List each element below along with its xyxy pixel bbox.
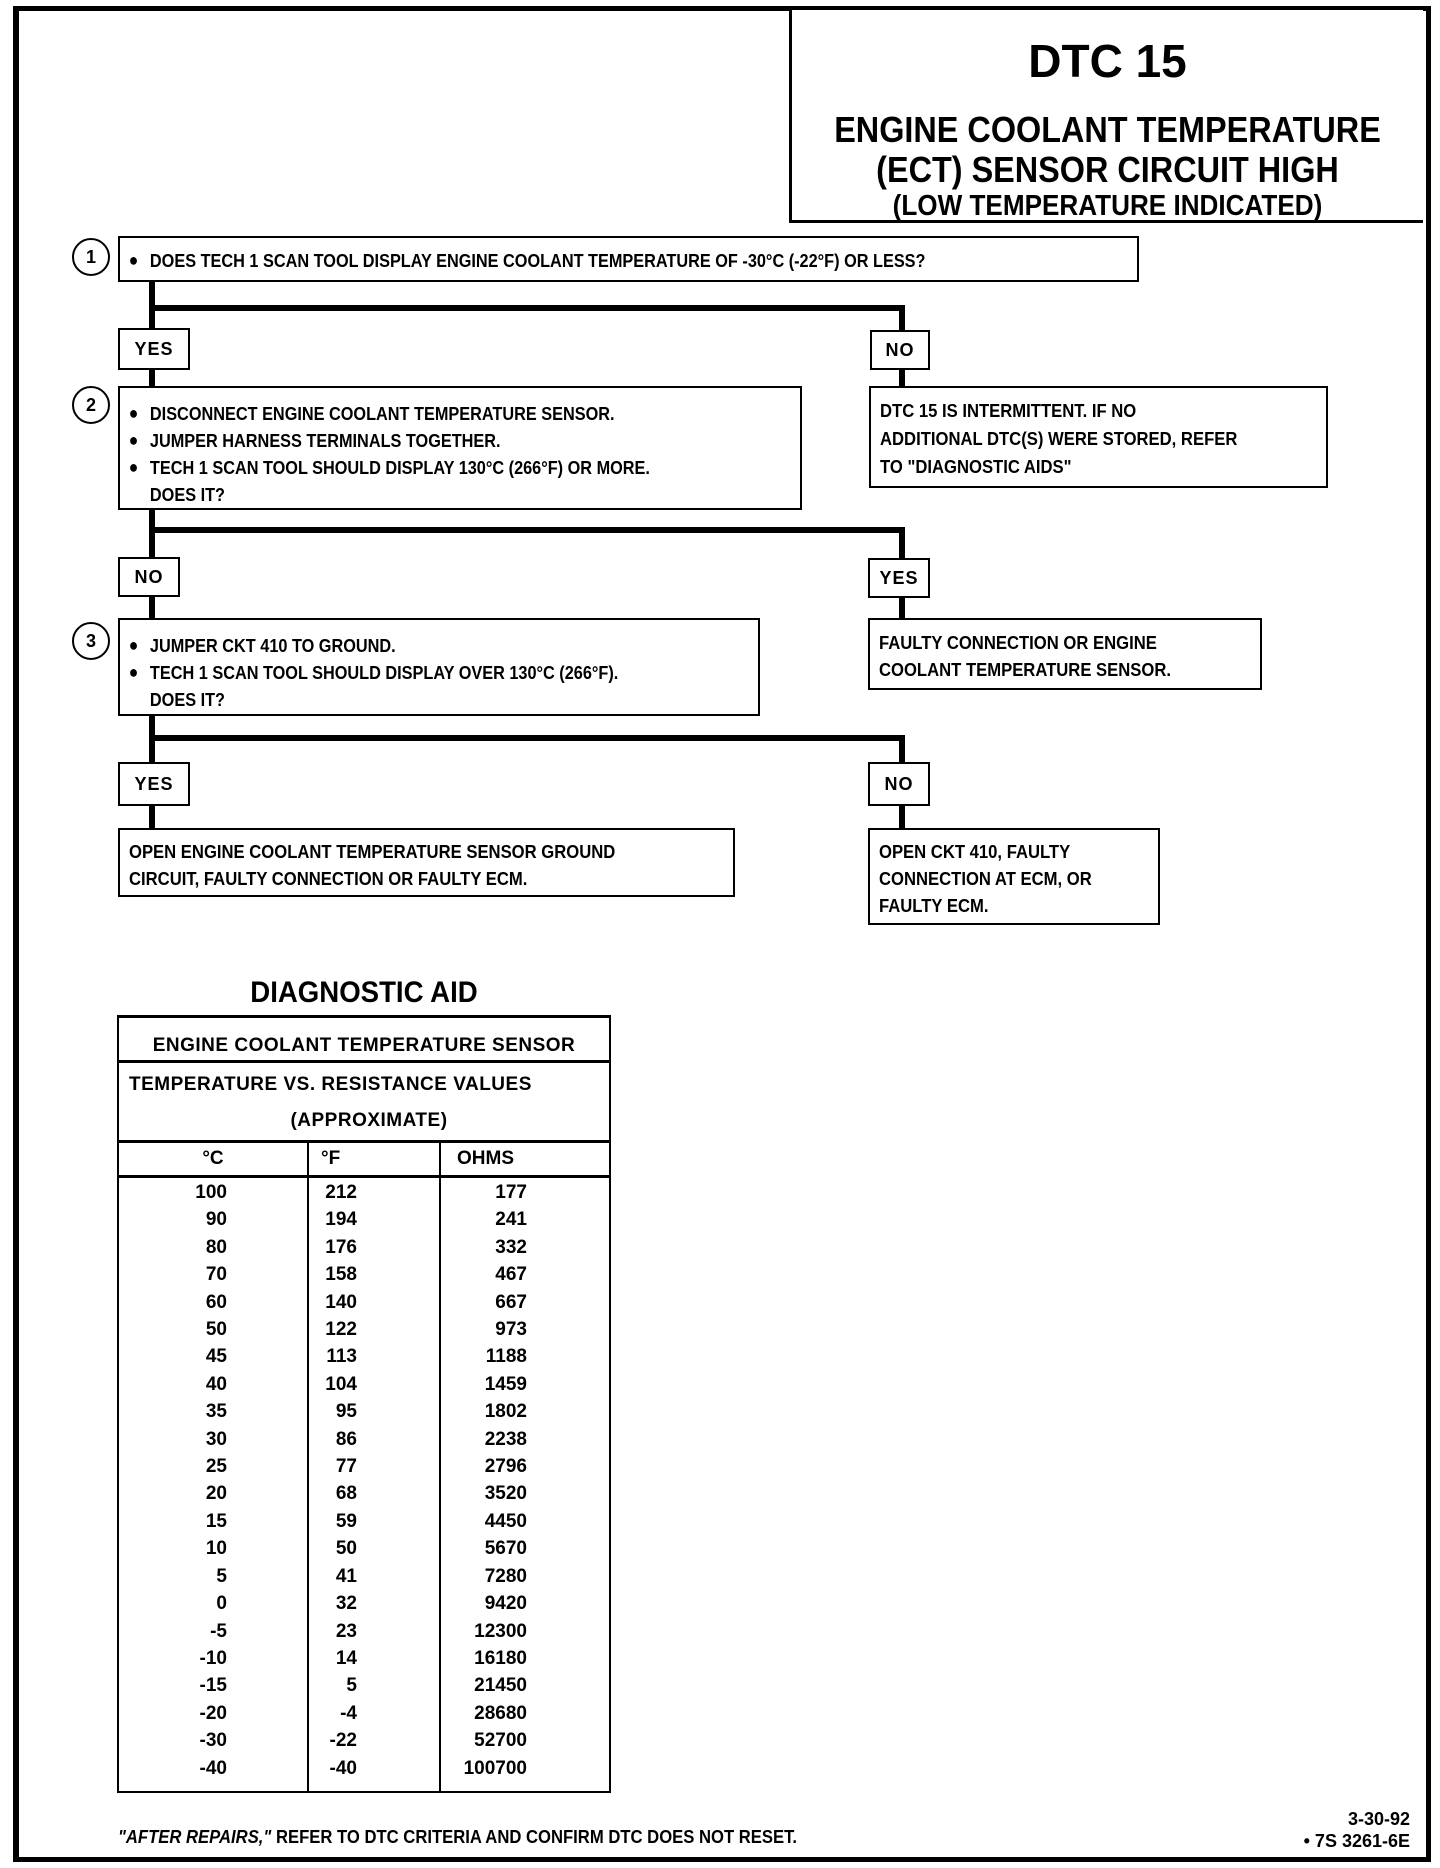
step-1-no-label: NO bbox=[870, 330, 930, 370]
bullet-item bbox=[120, 632, 681, 659]
cell-ohms: 241 bbox=[495, 1209, 527, 1231]
cell-celsius: 15 bbox=[205, 1510, 227, 1532]
resistance-table bbox=[117, 1015, 611, 1793]
cell-ohms: 667 bbox=[495, 1291, 527, 1313]
step-2-yes-label: YES bbox=[868, 558, 930, 598]
dtc-code: DTC 15 bbox=[1028, 35, 1187, 87]
cell-celsius: -5 bbox=[210, 1620, 227, 1642]
bullet-item bbox=[120, 659, 681, 686]
cell-ohms: 1802 bbox=[484, 1401, 527, 1423]
bullet-item bbox=[120, 427, 718, 454]
cell-fahrenheit: 32 bbox=[335, 1593, 357, 1615]
table-note: (APPROXIMATE) bbox=[290, 1110, 448, 1131]
title-line-2: (ECT) SENSOR CIRCUIT HIGH bbox=[876, 149, 1339, 190]
step-1-yes-label: YES bbox=[118, 328, 190, 370]
cell-fahrenheit: 140 bbox=[325, 1291, 357, 1313]
bullet-text: TECH 1 SCAN TOOL SHOULD DISPLAY OVER 130°C (266°F). bbox=[149, 662, 619, 683]
title-line-1: ENGINE COOLANT TEMPERATURE bbox=[834, 109, 1381, 150]
step-1-no-result-box bbox=[869, 386, 1328, 488]
ohms-column bbox=[441, 1178, 609, 1791]
note-emphasis: "AFTER REPAIRS," bbox=[118, 1826, 272, 1847]
connector-line bbox=[149, 527, 905, 533]
step-2-question: DOES IT? bbox=[149, 484, 225, 505]
step-2-question-box bbox=[118, 386, 802, 510]
cell-celsius: 30 bbox=[205, 1428, 227, 1450]
cell-ohms: 9420 bbox=[484, 1593, 527, 1615]
cell-fahrenheit: 176 bbox=[325, 1236, 357, 1258]
cell-fahrenheit: 113 bbox=[326, 1346, 357, 1368]
cell-celsius: 35 bbox=[205, 1401, 227, 1423]
step-2-yes-result-box bbox=[868, 618, 1262, 690]
bullet-icon: ● bbox=[128, 662, 139, 682]
cell-fahrenheit: 59 bbox=[335, 1510, 357, 1532]
cell-fahrenheit: 158 bbox=[325, 1264, 357, 1286]
cell-ohms: 52700 bbox=[474, 1730, 527, 1752]
table-subtitle: TEMPERATURE VS. RESISTANCE VALUES bbox=[129, 1074, 532, 1095]
cell-ohms: 12300 bbox=[474, 1620, 527, 1642]
bullet-text: JUMPER HARNESS TERMINALS TOGETHER. bbox=[149, 430, 501, 451]
connector-line bbox=[149, 510, 155, 557]
column-header-celsius: °C bbox=[119, 1143, 309, 1175]
table-header-row bbox=[119, 1143, 609, 1178]
cell-celsius: -40 bbox=[199, 1757, 227, 1779]
bullet-icon: ● bbox=[128, 457, 139, 477]
step-1-question-box bbox=[118, 236, 1139, 282]
cell-fahrenheit: -40 bbox=[329, 1757, 357, 1779]
cell-fahrenheit: 5 bbox=[346, 1675, 357, 1697]
bullet-icon: ● bbox=[128, 250, 139, 270]
result-line: DTC 15 IS INTERMITTENT. IF NO bbox=[880, 400, 1137, 421]
cell-ohms: 467 bbox=[495, 1264, 527, 1286]
step-3-question: DOES IT? bbox=[149, 689, 225, 710]
connector-line bbox=[149, 305, 905, 311]
cell-fahrenheit: -4 bbox=[340, 1702, 357, 1724]
cell-ohms: 1188 bbox=[485, 1346, 527, 1368]
step-3-no-result-box bbox=[868, 828, 1160, 925]
cell-celsius: 80 bbox=[205, 1236, 227, 1258]
step-3-no-label: NO bbox=[868, 762, 930, 806]
step-number-text: 3 bbox=[85, 630, 96, 651]
cell-ohms: 28680 bbox=[474, 1702, 527, 1724]
connector-line bbox=[899, 735, 905, 762]
column-header-fahrenheit: °F bbox=[309, 1143, 441, 1175]
note-text: REFER TO DTC CRITERIA AND CONFIRM DTC DOES NOT RESET. bbox=[271, 1826, 798, 1847]
cell-fahrenheit: 50 bbox=[335, 1538, 357, 1560]
result-line: OPEN ENGINE COOLANT TEMPERATURE SENSOR GROUND bbox=[129, 841, 616, 862]
connector-line bbox=[899, 806, 905, 828]
cell-fahrenheit: 41 bbox=[335, 1565, 357, 1587]
cell-fahrenheit: 95 bbox=[335, 1401, 357, 1423]
cell-ohms: 2238 bbox=[484, 1428, 527, 1450]
result-line: FAULTY ECM. bbox=[879, 895, 989, 916]
table-body bbox=[119, 1178, 609, 1791]
step-2-number bbox=[72, 386, 110, 424]
cell-fahrenheit: -22 bbox=[329, 1730, 357, 1752]
cell-ohms: 16180 bbox=[474, 1647, 527, 1669]
connector-line bbox=[149, 735, 905, 741]
cell-fahrenheit: 68 bbox=[335, 1483, 357, 1505]
cell-ohms: 2796 bbox=[484, 1456, 527, 1478]
table-title: ENGINE COOLANT TEMPERATURE SENSOR bbox=[119, 1018, 609, 1063]
result-line: ADDITIONAL DTC(S) WERE STORED, REFER bbox=[880, 428, 1238, 449]
connector-line bbox=[149, 597, 155, 618]
cell-ohms: 4450 bbox=[484, 1510, 527, 1532]
cell-celsius: 100 bbox=[195, 1182, 227, 1203]
cell-ohms: 7280 bbox=[484, 1565, 527, 1587]
result-line: FAULTY CONNECTION OR ENGINE bbox=[879, 632, 1157, 653]
revision-date: 3-30-92 bbox=[1347, 1809, 1410, 1829]
cell-fahrenheit: 212 bbox=[325, 1182, 357, 1203]
cell-ohms: 1459 bbox=[484, 1373, 527, 1395]
step-number-text: 1 bbox=[85, 246, 96, 267]
cell-fahrenheit: 14 bbox=[335, 1647, 357, 1669]
table-subtitle-block bbox=[119, 1063, 609, 1143]
step-3-question-box bbox=[118, 618, 760, 716]
step-number-text: 2 bbox=[85, 394, 96, 415]
cell-fahrenheit: 77 bbox=[335, 1456, 357, 1478]
bullet-icon: ● bbox=[128, 635, 139, 655]
result-line: TO "DIAGNOSTIC AIDS" bbox=[880, 456, 1072, 477]
step-3-number bbox=[72, 622, 110, 660]
result-line: CIRCUIT, FAULTY CONNECTION OR FAULTY ECM. bbox=[129, 868, 528, 889]
cell-celsius: 5 bbox=[216, 1565, 227, 1587]
cell-ohms: 5670 bbox=[484, 1538, 527, 1560]
cell-celsius: 10 bbox=[205, 1538, 227, 1560]
result-line: OPEN CKT 410, FAULTY bbox=[879, 841, 1071, 862]
document-code: • 7S 3261-6E bbox=[1303, 1831, 1410, 1851]
cell-fahrenheit: 23 bbox=[335, 1620, 357, 1642]
result-line: CONNECTION AT ECM, OR bbox=[879, 868, 1092, 889]
bullet-item bbox=[120, 400, 718, 427]
cell-celsius: 45 bbox=[205, 1346, 227, 1368]
cell-fahrenheit: 194 bbox=[325, 1209, 357, 1231]
cell-celsius: 60 bbox=[205, 1291, 227, 1313]
connector-line bbox=[899, 305, 905, 330]
cell-celsius: 20 bbox=[205, 1483, 227, 1505]
cell-celsius: -20 bbox=[199, 1702, 227, 1724]
cell-celsius: 0 bbox=[216, 1593, 227, 1615]
bullet-text: TECH 1 SCAN TOOL SHOULD DISPLAY 130°C (266°F) OR MORE. bbox=[149, 457, 650, 478]
cell-ohms: 21450 bbox=[474, 1675, 527, 1697]
cell-celsius: -30 bbox=[199, 1730, 227, 1752]
connector-line bbox=[149, 806, 155, 828]
cell-fahrenheit: 86 bbox=[335, 1428, 357, 1450]
bullet-text: DISCONNECT ENGINE COOLANT TEMPERATURE SENSOR. bbox=[149, 403, 615, 424]
cell-fahrenheit: 122 bbox=[325, 1319, 357, 1341]
step-1-question: DOES TECH 1 SCAN TOOL DISPLAY ENGINE COOLANT TEMPERATURE OF -30°C (-22°F) OR LESS? bbox=[149, 250, 926, 271]
connector-line bbox=[899, 370, 905, 386]
cell-celsius: -10 bbox=[199, 1647, 227, 1669]
cell-ohms: 3520 bbox=[484, 1483, 527, 1505]
bullet-item bbox=[120, 247, 1015, 274]
step-3-yes-label: YES bbox=[118, 762, 190, 806]
cell-celsius: -15 bbox=[199, 1675, 227, 1697]
cell-ohms: 100700 bbox=[463, 1757, 527, 1779]
cell-celsius: 90 bbox=[205, 1209, 227, 1231]
bullet-icon: ● bbox=[128, 430, 139, 450]
connector-line bbox=[899, 527, 905, 558]
step-2-no-label: NO bbox=[118, 557, 180, 597]
result-line: COOLANT TEMPERATURE SENSOR. bbox=[879, 659, 1172, 680]
column-header-ohms: OHMS bbox=[457, 1148, 514, 1169]
document-code-block bbox=[1304, 1808, 1410, 1852]
cell-ohms: 177 bbox=[495, 1182, 527, 1203]
diagnostic-aid-heading: DIAGNOSTIC AID bbox=[250, 976, 478, 1009]
bullet-item bbox=[120, 454, 718, 481]
step-1-number bbox=[72, 238, 110, 276]
cell-celsius: 40 bbox=[205, 1373, 227, 1395]
step-3-yes-result-box bbox=[118, 828, 735, 897]
bullet-icon: ● bbox=[128, 403, 139, 423]
bullet-text: JUMPER CKT 410 TO GROUND. bbox=[149, 635, 396, 656]
cell-fahrenheit: 104 bbox=[325, 1373, 357, 1395]
after-repairs-note bbox=[118, 1826, 797, 1848]
title-block bbox=[789, 10, 1423, 223]
title-line-3: (LOW TEMPERATURE INDICATED) bbox=[892, 190, 1323, 222]
cell-ohms: 332 bbox=[495, 1236, 527, 1258]
cell-celsius: 25 bbox=[205, 1456, 227, 1478]
connector-line bbox=[149, 370, 155, 386]
fahrenheit-column bbox=[309, 1178, 441, 1791]
cell-celsius: 70 bbox=[205, 1264, 227, 1286]
cell-celsius: 50 bbox=[205, 1319, 227, 1341]
cell-ohms: 973 bbox=[495, 1319, 527, 1341]
connector-line bbox=[899, 598, 905, 618]
celsius-column bbox=[119, 1178, 309, 1791]
